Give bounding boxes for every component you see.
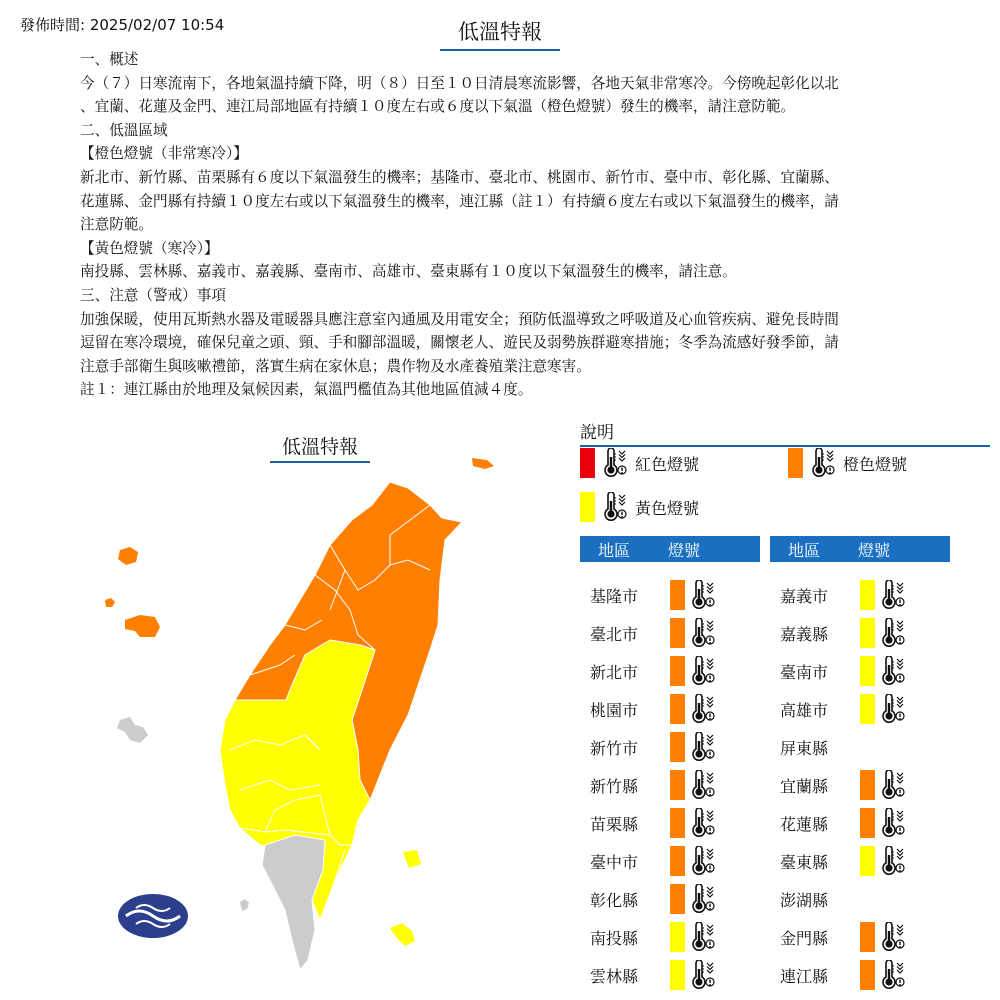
legend-title: 說明 xyxy=(580,418,990,447)
table-row xyxy=(770,690,913,728)
table-row xyxy=(770,576,913,614)
taiwan-warning-map xyxy=(90,450,510,995)
signal-swatch-orange xyxy=(670,732,685,762)
signal-swatch-orange xyxy=(860,808,875,838)
thermometer-cold-icon xyxy=(601,492,629,522)
thermometer-cold-icon xyxy=(879,808,907,838)
signal-swatch-yellow xyxy=(670,922,685,952)
table-row xyxy=(580,576,723,614)
table-row xyxy=(770,918,913,956)
region-name: 雲林縣 xyxy=(590,966,639,986)
header-region: 地區 xyxy=(598,540,631,560)
thermometer-cold-icon xyxy=(689,694,717,724)
region-name: 嘉義縣 xyxy=(780,624,829,644)
table-row xyxy=(770,766,913,804)
thermometer-cold-icon xyxy=(879,770,907,800)
map-island-orchid xyxy=(390,923,415,946)
region-name: 南投縣 xyxy=(590,928,639,948)
cwa-logo-icon xyxy=(118,894,188,938)
table-row xyxy=(770,842,913,880)
region-name: 臺北市 xyxy=(590,624,639,644)
caution-line: 加強保暖，使用瓦斯熱水器及電暖器具應注意室內通風及用電安全；預防低溫導致之呼吸道及心血管疾病、避免長時間 xyxy=(80,310,839,328)
table-row xyxy=(580,804,723,842)
signal-swatch-yellow xyxy=(860,694,875,724)
color-swatch-orange xyxy=(788,448,803,478)
signal-swatch-orange xyxy=(670,846,685,876)
caution-line: 注意手部衛生與咳嗽禮節，落實生病在家休息；農作物及水產養殖業注意寒害。 xyxy=(80,357,591,375)
color-swatch-yellow xyxy=(580,492,595,522)
page-title: 低溫特報 xyxy=(440,16,560,51)
color-swatch-red xyxy=(580,448,595,478)
signal-swatch-yellow xyxy=(860,580,875,610)
map-island-kinmen xyxy=(125,615,160,637)
table-row xyxy=(770,614,913,652)
thermometer-cold-icon xyxy=(601,448,629,478)
section-heading-region: 二、低溫區域 xyxy=(80,121,168,139)
footnote: 註１：連江縣由於地理及氣候因素，氣溫門檻值為其他地區值減４度。 xyxy=(80,381,533,399)
signal-swatch-orange xyxy=(860,770,875,800)
thermometer-cold-icon xyxy=(689,770,717,800)
region-name: 花蓮縣 xyxy=(780,814,829,834)
region-name: 宜蘭縣 xyxy=(780,776,829,796)
thermometer-cold-icon xyxy=(879,846,907,876)
signal-swatch-orange xyxy=(860,960,875,990)
signal-swatch-orange xyxy=(860,922,875,952)
region-name: 新北市 xyxy=(590,662,639,682)
region-name: 臺南市 xyxy=(780,662,829,682)
legend-red-label: 紅色燈號 xyxy=(635,454,700,474)
bulletin-text xyxy=(80,48,920,402)
thermometer-cold-icon xyxy=(879,922,907,952)
caution-line: 逗留在寒冷環境，確保兒童之頭、頸、手和腳部溫暖，關懷老人、遊民及弱勢族群避寒措施；冬季為流感好發季節，請 xyxy=(80,334,839,352)
thermometer-cold-icon xyxy=(879,960,907,990)
thermometer-cold-icon xyxy=(689,580,717,610)
overview-line: 今（７）日寒流南下，各地氣溫持續下降，明（８）日至１０日清晨寒流影響，各地天氣非常寒冷。今傍晚起彰化以北 xyxy=(80,74,839,92)
map-island-kinmen xyxy=(105,598,115,607)
region-name: 新竹市 xyxy=(590,738,639,758)
signal-swatch-orange xyxy=(670,808,685,838)
orange-signal-line: 注意防範。 xyxy=(80,216,153,234)
orange-signal-heading: 【橙色燈號（非常寒冷）】 xyxy=(80,145,248,163)
region-name: 連江縣 xyxy=(780,966,829,986)
signal-swatch-orange xyxy=(670,618,685,648)
legend-red xyxy=(580,448,699,478)
signal-swatch-yellow xyxy=(860,846,875,876)
thermometer-cold-icon xyxy=(689,732,717,762)
region-name: 臺東縣 xyxy=(780,852,829,872)
region-name: 金門縣 xyxy=(780,928,829,948)
signal-swatch-yellow xyxy=(670,960,685,990)
thermometer-cold-icon xyxy=(689,618,717,648)
signal-swatch-yellow xyxy=(860,618,875,648)
table-row xyxy=(580,728,723,766)
table-row xyxy=(770,956,913,994)
signal-swatch-orange xyxy=(670,656,685,686)
thermometer-cold-icon xyxy=(879,618,907,648)
signal-swatch-orange xyxy=(670,884,685,914)
thermometer-cold-icon xyxy=(689,922,717,952)
map-island-matsu xyxy=(472,458,494,469)
legend-yellow xyxy=(580,492,699,522)
signal-swatch-orange xyxy=(670,694,685,724)
table-row xyxy=(580,766,723,804)
table-row xyxy=(770,880,860,918)
map-island-greenisland xyxy=(403,850,421,868)
thermometer-cold-icon xyxy=(689,884,717,914)
thermometer-cold-icon xyxy=(689,846,717,876)
region-name: 基隆市 xyxy=(590,586,639,606)
thermometer-cold-icon xyxy=(689,960,717,990)
table-row xyxy=(580,918,723,956)
signal-swatch-orange xyxy=(670,580,685,610)
issue-time: 發佈時間: 2025/02/07 10:54 xyxy=(20,16,225,34)
region-name: 澎湖縣 xyxy=(780,890,829,910)
table-row xyxy=(580,842,723,880)
table-row xyxy=(580,614,723,652)
region-name: 嘉義市 xyxy=(780,586,829,606)
signal-swatch-orange xyxy=(670,770,685,800)
region-name: 高雄市 xyxy=(780,700,829,720)
region-name: 桃園市 xyxy=(590,700,639,720)
thermometer-cold-icon xyxy=(689,656,717,686)
header-signal: 燈號 xyxy=(858,540,891,560)
legend-yellow-label: 黃色燈號 xyxy=(635,498,700,518)
map-title: 低溫特報 xyxy=(270,432,370,463)
region-name: 苗栗縣 xyxy=(590,814,639,834)
orange-signal-line: 花蓮縣、金門縣有持續１０度左右或以下氣溫發生的機率，連江縣（註１）有持續６度左右或以下氣溫發生的機率，請 xyxy=(80,192,839,210)
region-name: 新竹縣 xyxy=(590,776,639,796)
thermometer-cold-icon xyxy=(809,448,837,478)
table-row xyxy=(580,652,723,690)
yellow-signal-heading: 【黃色燈號（寒冷）】 xyxy=(80,239,219,257)
table-row xyxy=(580,956,723,994)
legend-orange xyxy=(788,448,907,478)
table-row xyxy=(770,804,913,842)
map-island-penghu xyxy=(117,717,148,743)
table-header-left xyxy=(580,536,760,562)
region-name: 彰化縣 xyxy=(590,890,639,910)
table-header-right xyxy=(770,536,950,562)
section-heading-overview: 一、概述 xyxy=(80,51,139,68)
thermometer-cold-icon xyxy=(689,808,717,838)
section-heading-caution: 三、注意（警戒）事項 xyxy=(80,286,226,304)
header-signal: 燈號 xyxy=(668,540,701,560)
table-row xyxy=(580,880,723,918)
overview-line: 、宜蘭、花蓮及金門、連江局部地區有持續１０度左右或６度以下氣溫（橙色燈號）發生的機率，請注意防範。 xyxy=(80,98,796,116)
orange-signal-line: 新北市、新竹縣、苗栗縣有６度以下氣溫發生的機率；基隆市、臺北市、桃園市、新竹市、臺中市、彰化縣、宜蘭縣、 xyxy=(80,168,839,186)
thermometer-cold-icon xyxy=(879,656,907,686)
yellow-signal-line: 南投縣、雲林縣、嘉義市、嘉義縣、臺南市、高雄市、臺東縣有１０度以下氣溫發生的機率，請注意。 xyxy=(80,263,737,281)
thermometer-cold-icon xyxy=(879,694,907,724)
legend-orange-label: 橙色燈號 xyxy=(843,454,908,474)
region-name: 屏東縣 xyxy=(780,738,829,758)
table-row xyxy=(770,728,860,766)
map-island-kinmen xyxy=(118,547,138,565)
table-row xyxy=(770,652,913,690)
table-row xyxy=(580,690,723,728)
header-region: 地區 xyxy=(788,540,821,560)
region-name: 臺中市 xyxy=(590,852,639,872)
thermometer-cold-icon xyxy=(879,580,907,610)
map-island-liuqiu xyxy=(240,899,249,911)
signal-swatch-yellow xyxy=(860,656,875,686)
